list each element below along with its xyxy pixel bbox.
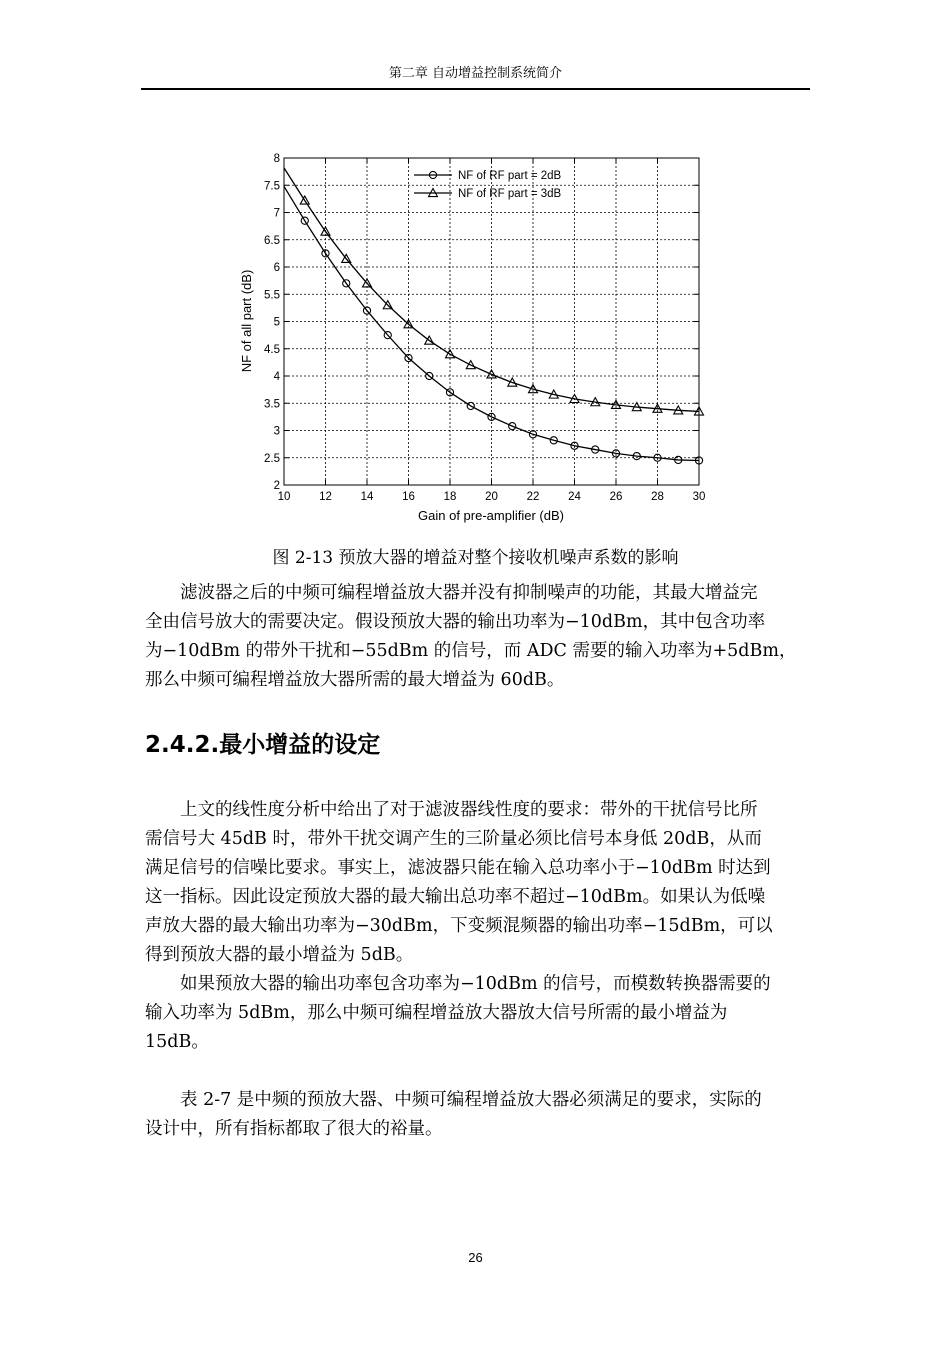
x-tick-label: 14 xyxy=(360,491,374,503)
y-tick-label: 4.5 xyxy=(264,343,280,356)
x-tick-label: 10 xyxy=(277,491,291,503)
y-axis-label: NF of all part (dB) xyxy=(239,269,254,373)
x-tick-label: 30 xyxy=(692,491,706,503)
x-tick-label: 18 xyxy=(443,491,457,503)
header-rule xyxy=(141,88,810,90)
paragraph-4 xyxy=(145,1086,810,1144)
y-tick-label: 5.5 xyxy=(264,289,280,302)
y-tick-label: 7 xyxy=(273,207,280,220)
text-line: 表 2-7 是中频的预放大器、中频可编程增益放大器必须满足的要求，实际的 xyxy=(180,1090,762,1110)
x-tick-label: 24 xyxy=(568,491,581,503)
y-tick-label: 2 xyxy=(273,480,280,492)
x-tick-label: 12 xyxy=(319,491,332,503)
series-line-2 xyxy=(284,168,699,412)
y-tick-label: 4 xyxy=(273,371,280,383)
text-line: 得到预放大器的最小增益为 5dB。 xyxy=(145,945,414,965)
x-tick-label: 22 xyxy=(526,491,540,503)
text-line: 滤波器之后的中频可编程增益放大器并没有抑制噪声的功能，其最大增益完 xyxy=(180,583,758,603)
text-line: 输入功率为 5dBm，那么中频可编程增益放大器放大信号所需的最小增益为 xyxy=(145,1003,728,1023)
y-tick-label: 6.5 xyxy=(264,234,280,247)
figure-nf-vs-gain xyxy=(230,146,720,531)
legend-label: NF of RF part = 2dB xyxy=(458,170,562,182)
section-heading: 2.4.2.最小增益的设定 xyxy=(145,732,381,758)
text-line: 这一指标。因此设定预放大器的最大输出总功率不超过−10dBm。如果认为低噪 xyxy=(145,887,766,907)
text-line: 15dB。 xyxy=(145,1032,209,1052)
legend-label: NF of RF part = 3dB xyxy=(458,188,562,200)
text-line: 如果预放大器的输出功率包含功率为−10dBm 的信号，而模数转换器需要的 xyxy=(180,974,771,994)
running-header: 第二章 自动增益控制系统简介 xyxy=(388,66,563,81)
x-tick-label: 16 xyxy=(402,491,415,503)
x-tick-label: 20 xyxy=(485,491,498,503)
x-tick-label: 26 xyxy=(609,491,623,503)
x-tick-label: 28 xyxy=(651,491,664,503)
text-line: 需信号大 45dB 时，带外干扰交调产生的三阶量必须比信号本身低 20dB，从而 xyxy=(145,829,762,849)
y-tick-label: 7.5 xyxy=(264,180,280,193)
text-line: 声放大器的最大输出功率为−30dBm，下变频混频器的输出功率−15dBm，可以 xyxy=(145,916,773,936)
y-tick-label: 5 xyxy=(273,316,280,329)
y-tick-label: 3.5 xyxy=(264,398,280,411)
nf-chart xyxy=(230,146,720,531)
paragraph-1 xyxy=(145,579,810,695)
figure-caption: 图 2-13 预放大器的增益对整个接收机噪声系数的影响 xyxy=(272,548,679,568)
paragraph-2 xyxy=(145,796,810,970)
text-line: 满足信号的信噪比要求。事实上，滤波器只能在输入总功率小于−10dBm 时达到 xyxy=(145,858,771,878)
text-line: 为−10dBm 的带外干扰和−55dBm 的信号，而 ADC 需要的输入功率为+5dBm， xyxy=(145,641,797,661)
y-tick-label: 6 xyxy=(273,262,280,274)
text-line: 全由信号放大的需要决定。假设预放大器的输出功率为−10dBm，其中包含功率 xyxy=(145,612,766,632)
text-line: 上文的线性度分析中给出了对于滤波器线性度的要求：带外的干扰信号比所 xyxy=(180,800,758,820)
y-tick-label: 8 xyxy=(273,153,280,165)
y-tick-label: 3 xyxy=(273,425,280,438)
x-axis-label: Gain of pre-amplifier (dB) xyxy=(418,508,564,523)
y-tick-label: 2.5 xyxy=(264,452,280,465)
text-line: 那么中频可编程增益放大器所需的最大增益为 60dB。 xyxy=(145,670,565,690)
page-number: 26 xyxy=(468,1250,483,1265)
paragraph-3 xyxy=(145,970,810,1057)
text-line: 设计中，所有指标都取了很大的裕量。 xyxy=(145,1119,443,1139)
